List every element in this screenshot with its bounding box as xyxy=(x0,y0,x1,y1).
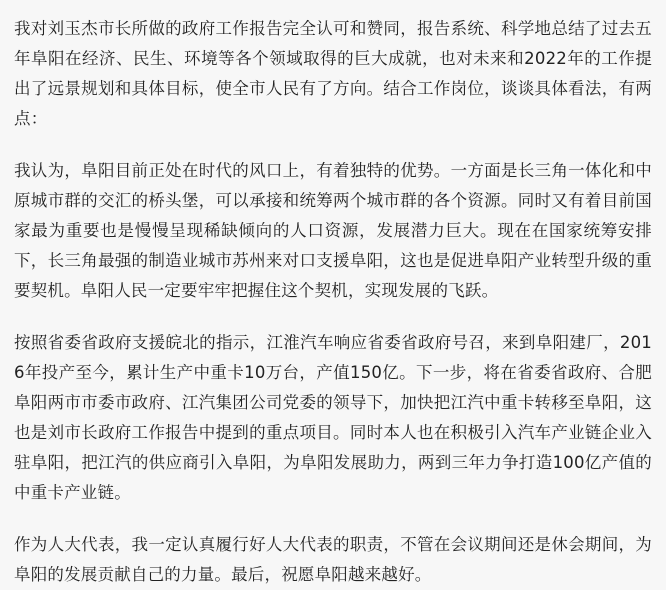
paragraph: 我认为，阜阳目前正处在时代的风口上，有着独特的优势。一方面是长三角一体化和中原城市群的交汇的桥头堡，可以承接和统筹两个城市群的各个资源。同时又有着目前国家最为重要也是慢慢呈现稀缺倾向的人口资源，发展潜力巨大。现在在国家统筹安排下，长三角最强的制造业城市苏州来对口支援阜阳，这也是促进阜阳产业转型升级的重要契机。阜阳人民一定要牢牢把握住这个契机，实现发展的飞跃。 xyxy=(14,161,652,300)
paragraph: 我对刘玉杰市长所做的政府工作报告完全认可和赞同，报告系统、科学地总结了过去五年阜阳在经济、民生、环境等各个领域取得的巨大成就，也对未来和2022年的工作提出了远景规划和具体目标，使全市人民有了方向。结合工作岗位，谈谈具体看法，有两点： xyxy=(14,19,652,128)
paragraph: 按照省委省政府支援皖北的指示，江淮汽车响应省委省政府号召，来到阜阳建厂，2016年投产至今，累计生产中重卡10万台，产值150亿。下一步，将在省委省政府、合肥阜阳两市市委市政府、江汽集团公司党委的领导下，加快把江汽中重卡转移至阜阳，这也是刘市长政府工作报告中提到的重点项目。同时本人也在积极引入汽车产业链企业入驻阜阳，把江汽的供应商引入阜阳，为阜阳发展助力，两到三年力争打造100亿产值的中重卡产业链。 xyxy=(14,333,652,502)
paragraph: 作为人大代表，我一定认真履行好人大代表的职责，不管在会议期间还是休会期间，为阜阳的发展贡献自己的力量。最后，祝愿阜阳越来越好。 xyxy=(14,535,652,584)
article-body xyxy=(14,14,652,590)
